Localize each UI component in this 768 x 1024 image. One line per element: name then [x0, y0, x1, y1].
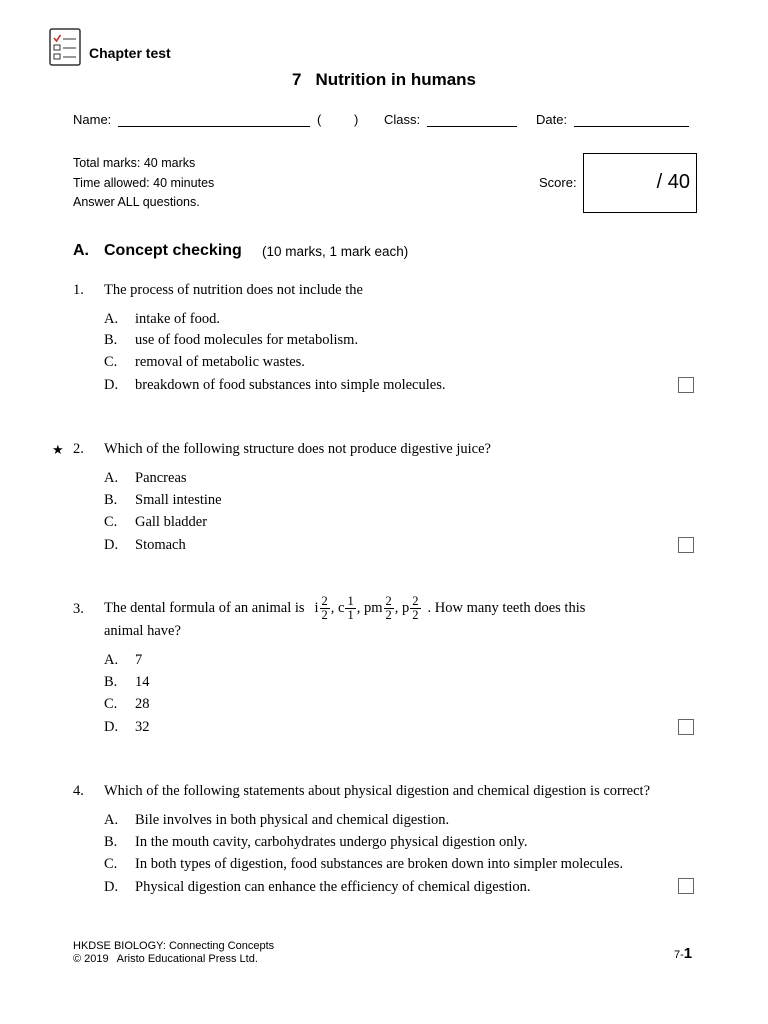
class-number-close: ) — [354, 112, 359, 127]
option-letter: A. — [104, 311, 119, 327]
option-letter: A. — [104, 652, 119, 668]
instruction: Answer ALL questions. — [73, 195, 200, 209]
formula-separator: , — [356, 599, 361, 616]
answer-box-q3[interactable] — [678, 719, 694, 735]
fraction-bottom: 2 — [385, 607, 392, 622]
option-text: 28 — [135, 696, 150, 712]
option-letter: D. — [104, 879, 119, 895]
dental-formula — [315, 595, 422, 622]
class-label: Class: — [384, 112, 421, 127]
fraction-bottom: 2 — [412, 607, 419, 622]
time-allowed: Time allowed: 40 minutes — [73, 176, 215, 190]
fraction-top: 2 — [412, 593, 419, 608]
page-number — [674, 945, 692, 963]
class-number-field[interactable] — [324, 108, 352, 128]
question-text — [104, 592, 585, 624]
option-letter: A. — [104, 470, 119, 486]
checklist-icon — [49, 28, 81, 66]
fraction-top: 2 — [385, 593, 392, 608]
section-title: Concept checking — [104, 242, 242, 259]
option-text: Physical digestion can enhance the efficiency of chemical digestion. — [135, 879, 531, 895]
question-number: 2. — [73, 441, 84, 457]
copyright-year: © 2019 — [73, 953, 109, 965]
section-letter: A. — [73, 242, 89, 259]
formula-fraction — [320, 595, 330, 622]
formula-fraction — [345, 595, 355, 622]
chapter-number: 7 — [291, 70, 302, 89]
option-text: 7 — [135, 652, 143, 668]
option-letter: B. — [104, 492, 118, 508]
option-text: use of food molecules for metabolism. — [135, 332, 359, 348]
question-text-line2: animal have? — [104, 623, 181, 639]
option-text: Stomach — [135, 537, 186, 553]
option-text: Pancreas — [135, 470, 187, 486]
option-text: breakdown of food substances into simple molecules. — [135, 377, 446, 393]
option-letter: C. — [104, 354, 118, 370]
option-letter: D. — [104, 377, 119, 393]
option-text: 14 — [135, 674, 150, 690]
option-text: 32 — [135, 719, 150, 735]
question-text: Which of the following structure does not produce digestive juice? — [104, 441, 491, 457]
question-text-before: The dental formula of an animal is — [104, 599, 305, 616]
option-letter: A. — [104, 812, 119, 828]
option-letter: B. — [104, 332, 118, 348]
question-number: 4. — [73, 783, 84, 799]
fraction-top: 2 — [321, 593, 328, 608]
page-title — [0, 70, 768, 90]
score-label: Score: — [539, 175, 577, 190]
footer-copyright — [73, 953, 258, 965]
option-letter: C. — [104, 696, 118, 712]
fraction-top: 1 — [347, 593, 354, 608]
formula-separator: , — [330, 599, 335, 616]
date-field[interactable] — [574, 126, 689, 127]
fraction-bottom: 2 — [321, 607, 328, 622]
formula-label: p — [402, 599, 410, 616]
total-marks: Total marks: 40 marks — [73, 156, 196, 170]
chapter-label: Chapter test — [89, 45, 171, 61]
page-num: 1 — [683, 945, 693, 962]
star-icon: ★ — [52, 442, 64, 457]
option-text: Gall bladder — [135, 514, 208, 530]
class-number-open: ( — [317, 112, 322, 127]
option-text: intake of food. — [135, 311, 220, 327]
option-letter: B. — [104, 674, 118, 690]
footer-book-title: HKDSE BIOLOGY: Connecting Concepts — [73, 940, 275, 952]
answer-box-q2[interactable] — [678, 537, 694, 553]
option-letter: B. — [104, 834, 118, 850]
option-letter: D. — [104, 719, 119, 735]
page-chapter: 7- — [674, 949, 684, 961]
formula-fraction — [410, 595, 420, 622]
answer-box-q1[interactable] — [678, 377, 694, 393]
option-letter: C. — [104, 514, 118, 530]
question-number: 1. — [73, 282, 84, 298]
question-text-after: . How many teeth does this — [427, 599, 586, 616]
option-text: In the mouth cavity, carbohydrates undergo physical digestion only. — [135, 834, 528, 850]
option-text: In both types of digestion, food substances are broken down into simpler molecules. — [135, 856, 624, 872]
option-text: removal of metabolic wastes. — [135, 354, 305, 370]
formula-label: pm — [363, 599, 383, 616]
option-letter: C. — [104, 856, 118, 872]
question-number: 3. — [73, 601, 84, 617]
formula-fraction — [384, 595, 394, 622]
formula-label: c — [338, 599, 345, 616]
score-value: / 40 — [656, 171, 690, 193]
class-field[interactable] — [427, 126, 517, 127]
name-label: Name: — [73, 112, 112, 127]
date-label: Date: — [536, 112, 568, 127]
score-box — [583, 153, 697, 213]
fraction-bottom: 1 — [347, 607, 354, 622]
formula-separator: , — [394, 599, 399, 616]
option-text: Small intestine — [135, 492, 222, 508]
name-field[interactable] — [118, 126, 310, 127]
section-note: (10 marks, 1 mark each) — [262, 244, 409, 259]
option-text: Bile involves in both physical and chemical digestion. — [135, 812, 450, 828]
question-text: Which of the following statements about physical digestion and chemical digestion is correct? — [104, 783, 651, 799]
question-text: The process of nutrition does not include the — [104, 282, 363, 298]
answer-box-q4[interactable] — [678, 878, 694, 894]
chapter-title: Nutrition in humans — [315, 70, 476, 89]
formula-label: i — [314, 599, 319, 616]
option-letter: D. — [104, 537, 119, 553]
publisher: Aristo Educational Press Ltd. — [116, 953, 258, 965]
